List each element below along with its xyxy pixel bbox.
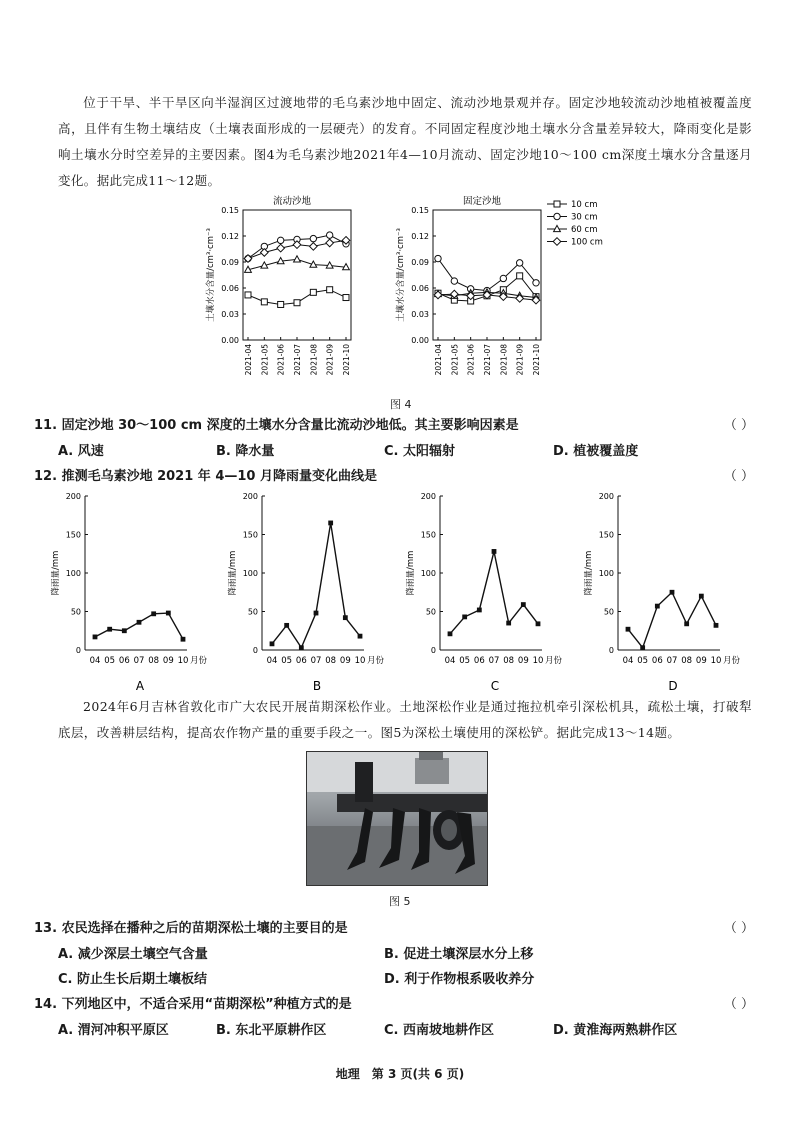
figure-4-soil-moisture-charts	[195, 192, 615, 392]
legend-label: 30 cm	[571, 212, 598, 223]
x-tick-label: 09	[517, 656, 529, 666]
data-point	[655, 604, 660, 609]
data-point	[245, 292, 251, 298]
y-tick-label: 0.12	[411, 232, 429, 241]
y-tick-label: 100	[242, 569, 258, 578]
x-tick-label: 04	[89, 656, 101, 666]
intro-text-2: 2024年6月吉林省敦化市广大农民开展苗期深松作业。土地深松作业是通过拖拉机牵引深松机具，疏松土壤，打破犁底层，改善耕层结构，提高农作物产量的重要手段之一。图5为深松土壤使用的深松铲。据此完成13～14题。	[58, 699, 752, 740]
option-label: C	[490, 679, 500, 693]
y-tick-label: 0.12	[221, 232, 239, 241]
x-tick-label: 07	[310, 656, 322, 666]
x-tick-label: 2021-07	[293, 344, 302, 376]
rainfall-line	[272, 523, 360, 648]
x-tick-label: 08	[325, 656, 337, 666]
x-tick-label: 2021-10	[342, 344, 351, 376]
question-12-number: 12.	[34, 469, 58, 484]
data-point	[310, 235, 316, 241]
data-point	[299, 645, 304, 650]
question-12-rainfall-charts	[40, 485, 780, 695]
rainfall-line	[95, 613, 183, 639]
data-point	[462, 614, 467, 619]
q14-option-b[interactable]: B. 东北平原耕作区	[216, 1023, 327, 1038]
y-tick-label: 100	[65, 569, 81, 578]
data-point	[343, 615, 348, 620]
x-tick-label: 09	[339, 656, 351, 666]
data-point	[310, 289, 316, 295]
x-tick-label: 09	[162, 656, 174, 666]
y-tick-label: 0.03	[411, 310, 429, 319]
data-point	[244, 255, 252, 263]
y-tick-label: 200	[420, 492, 436, 501]
rainfall-chart-D	[583, 492, 741, 693]
q13-option-d[interactable]: D. 利于作物根系吸收养分	[384, 972, 535, 987]
data-point	[448, 631, 453, 636]
data-point	[270, 641, 275, 646]
figure-4-caption: 图 4	[390, 398, 412, 411]
y-tick-label: 100	[420, 569, 436, 578]
data-point	[327, 287, 333, 293]
data-point	[314, 611, 319, 616]
q14-option-c[interactable]: C. 西南坡地耕作区	[384, 1023, 495, 1038]
legend-label: 60 cm	[571, 225, 598, 235]
data-point	[477, 608, 482, 613]
data-point	[626, 627, 631, 632]
data-point	[277, 244, 285, 252]
x-tick-label: 2021-10	[532, 344, 541, 376]
data-point	[278, 301, 284, 307]
y-tick-label: 150	[65, 530, 81, 540]
data-point	[714, 623, 719, 628]
question-11-answer-blank[interactable]: （ ）	[723, 418, 754, 433]
y-axis-label: 土壤水分含量/cm³·cm⁻³	[396, 228, 406, 322]
question-12-answer-blank[interactable]: （ ）	[723, 469, 754, 484]
x-tick-label: 10	[710, 656, 722, 666]
y-axis-label: 降雨量/mm	[228, 550, 238, 596]
data-point	[326, 232, 332, 238]
q11-option-c[interactable]: C. 太阳辐射	[384, 444, 456, 459]
question-13-number: 13.	[34, 921, 58, 936]
legend-label: 100 cm	[571, 237, 603, 248]
y-tick-label: 150	[420, 530, 436, 540]
y-tick-label: 0	[75, 646, 81, 655]
y-tick-label: 150	[598, 530, 614, 540]
y-axis-label: 降雨量/mm	[584, 550, 594, 596]
y-tick-label: 150	[242, 530, 258, 540]
option-label: A	[135, 679, 145, 693]
figure-5-caption: 图 5	[389, 895, 411, 908]
x-tick-label: 2021-08	[309, 344, 319, 376]
x-tick-label: 04	[444, 656, 456, 666]
data-point	[137, 620, 142, 625]
x-tick-label: 05	[281, 656, 293, 666]
data-point	[451, 278, 457, 284]
data-point	[261, 299, 267, 305]
x-tick-label: 08	[503, 656, 515, 666]
data-point	[516, 260, 522, 266]
x-tick-label: 06	[473, 656, 485, 666]
intro-paragraph-1	[58, 90, 752, 194]
data-point	[166, 611, 171, 616]
question-14-stem: 下列地区中，不适合采用“苗期深松”种植方式的是	[61, 997, 352, 1012]
y-axis-label: 降雨量/mm	[51, 550, 61, 596]
y-tick-label: 0.00	[411, 336, 429, 345]
x-tick-label: 08	[148, 656, 160, 666]
data-point	[533, 280, 539, 286]
x-tick-label: 06	[295, 656, 307, 666]
plot-frame	[243, 210, 351, 340]
data-point	[517, 273, 523, 279]
data-point	[506, 621, 511, 626]
question-13-answer-blank[interactable]: （ ）	[723, 921, 754, 936]
q14-option-a[interactable]: A. 渭河冲积平原区	[58, 1023, 169, 1038]
x-tick-label: 2021-05	[260, 344, 270, 376]
q11-option-b[interactable]: B. 降水量	[216, 444, 275, 459]
data-point	[151, 611, 156, 616]
y-tick-label: 0	[252, 646, 258, 655]
legend-marker	[554, 201, 560, 207]
rainfall-chart-C	[405, 492, 563, 693]
q11-option-a[interactable]: A. 风速	[58, 444, 104, 459]
y-tick-label: 50	[425, 607, 436, 617]
y-tick-label: 200	[242, 492, 258, 501]
soil-moisture-chart-mobile	[205, 195, 351, 375]
subsoiler-photo	[306, 751, 488, 886]
y-tick-label: 200	[598, 492, 614, 501]
legend-marker	[554, 213, 560, 219]
data-point	[536, 621, 541, 626]
data-point	[328, 521, 333, 526]
x-tick-label: 04	[622, 656, 634, 666]
y-tick-label: 200	[65, 492, 81, 501]
plot-frame	[433, 210, 541, 340]
x-tick-label: 09	[695, 656, 707, 666]
x-tick-label: 07	[666, 656, 678, 666]
data-point	[500, 275, 506, 281]
x-tick-label: 2021-04	[244, 344, 253, 376]
y-tick-label: 100	[598, 569, 614, 578]
data-point	[277, 237, 283, 243]
x-tick-label: 2021-07	[483, 344, 492, 376]
data-point	[261, 249, 269, 257]
y-tick-label: 0.06	[411, 284, 429, 293]
x-tick-label: 2021-06	[276, 344, 286, 376]
x-unit-label: 月份	[545, 656, 563, 666]
data-point	[122, 628, 127, 633]
x-tick-label: 10	[177, 656, 189, 666]
x-tick-label: 05	[104, 656, 116, 666]
data-point	[294, 256, 301, 262]
option-label: D	[668, 679, 678, 693]
data-point	[640, 645, 645, 650]
question-12-stem: 推测毛乌素沙地 2021 年 4—10 月降雨量变化曲线是	[61, 469, 377, 484]
legend-label: 10 cm	[571, 200, 598, 210]
data-point	[294, 300, 300, 306]
q14-option-d[interactable]: D. 黄淮海两熟耕作区	[553, 1023, 678, 1038]
x-tick-label: 08	[681, 656, 693, 666]
x-tick-label: 07	[488, 656, 500, 666]
question-14-answer-blank[interactable]: （ ）	[723, 997, 754, 1012]
question-13-stem: 农民选择在播种之后的苗期深松土壤的主要目的是	[61, 921, 348, 936]
data-point	[107, 627, 112, 632]
y-axis-label: 降雨量/mm	[406, 550, 416, 596]
y-tick-label: 0	[430, 646, 436, 655]
q13-option-c[interactable]: C. 防止生长后期土壤板结	[58, 972, 208, 987]
y-axis-label: 土壤水分含量/cm³·cm⁻³	[206, 228, 216, 322]
question-14-number: 14.	[34, 997, 58, 1012]
q13-option-b[interactable]: B. 促进土壤深层水分上移	[384, 947, 534, 962]
x-tick-label: 2021-04	[434, 344, 443, 376]
soil-moisture-chart-fixed	[395, 195, 541, 375]
x-tick-label: 06	[118, 656, 130, 666]
question-11-stem: 固定沙地 30～100 cm 深度的土壤水分含量比流动沙地低。其主要影响因素是	[61, 418, 519, 433]
question-11	[34, 414, 754, 433]
x-tick-label: 07	[133, 656, 145, 666]
y-tick-label: 0	[608, 646, 614, 655]
page-footer: 地理 第 3 页(共 6 页)	[335, 1067, 465, 1081]
y-tick-label: 0.09	[411, 258, 429, 267]
data-point	[343, 295, 349, 301]
y-tick-label: 0.03	[221, 310, 239, 319]
question-12	[34, 465, 754, 484]
x-unit-label: 月份	[190, 656, 208, 666]
y-tick-label: 50	[603, 607, 614, 617]
rainfall-line	[628, 592, 716, 647]
data-point	[310, 243, 318, 251]
rainfall-chart-A	[50, 492, 208, 693]
x-tick-label: 06	[651, 656, 663, 666]
rainfall-chart-B	[227, 492, 385, 693]
question-11-number: 11.	[34, 418, 58, 433]
q11-option-d[interactable]: D. 植被覆盖度	[553, 444, 639, 459]
x-tick-label: 10	[354, 656, 366, 666]
legend-marker	[553, 238, 561, 246]
q13-option-a[interactable]: A. 减少深层土壤空气含量	[58, 947, 208, 962]
question-14	[34, 993, 754, 1012]
x-unit-label: 月份	[723, 656, 741, 666]
rainfall-line	[450, 551, 538, 633]
chart-title: 流动沙地	[273, 196, 312, 207]
option-label: B	[312, 679, 322, 693]
data-point	[181, 637, 186, 642]
intro-paragraph-2	[58, 694, 752, 746]
chart-legend	[547, 200, 603, 248]
data-point	[435, 255, 441, 261]
data-point	[521, 602, 526, 607]
x-tick-label: 2021-06	[466, 344, 476, 376]
y-tick-label: 0.00	[221, 336, 239, 345]
y-tick-label: 0.15	[221, 206, 239, 215]
data-point	[670, 590, 675, 595]
data-point	[284, 623, 289, 628]
x-tick-label: 2021-09	[515, 344, 525, 376]
question-13	[34, 917, 754, 936]
data-point	[492, 549, 497, 554]
x-tick-label: 2021-05	[450, 344, 460, 376]
x-tick-label: 10	[532, 656, 544, 666]
data-point	[326, 239, 334, 247]
chart-title: 固定沙地	[463, 196, 502, 207]
x-tick-label: 04	[266, 656, 278, 666]
intro-text-1: 位于干旱、半干旱区向半湿润区过渡地带的毛乌素沙地中固定、流动沙地景观并存。固定沙地较流动沙地植被覆盖度高，且伴有生物土壤结皮（土壤表面形成的一层硬壳）的发育。不同固定程度沙地土壤水分含量差异较大，降雨变化是影响土壤水分时空差异的主要因素。图4为毛乌素沙地2021年4—10月流动、固定沙地10～100 cm深度土壤水分含量逐月变化。据此完成11～12题。	[58, 95, 752, 188]
y-tick-label: 0.15	[411, 206, 429, 215]
y-tick-label: 50	[247, 607, 258, 617]
data-point	[699, 594, 704, 599]
x-unit-label: 月份	[367, 656, 385, 666]
x-tick-label: 05	[637, 656, 649, 666]
data-point	[358, 634, 363, 639]
data-point	[684, 621, 689, 626]
x-tick-label: 2021-09	[325, 344, 335, 376]
x-tick-label: 2021-08	[499, 344, 509, 376]
x-tick-label: 05	[459, 656, 471, 666]
data-point	[93, 635, 98, 640]
y-tick-label: 0.09	[221, 258, 239, 267]
y-tick-label: 50	[70, 607, 81, 617]
y-tick-label: 0.06	[221, 284, 239, 293]
